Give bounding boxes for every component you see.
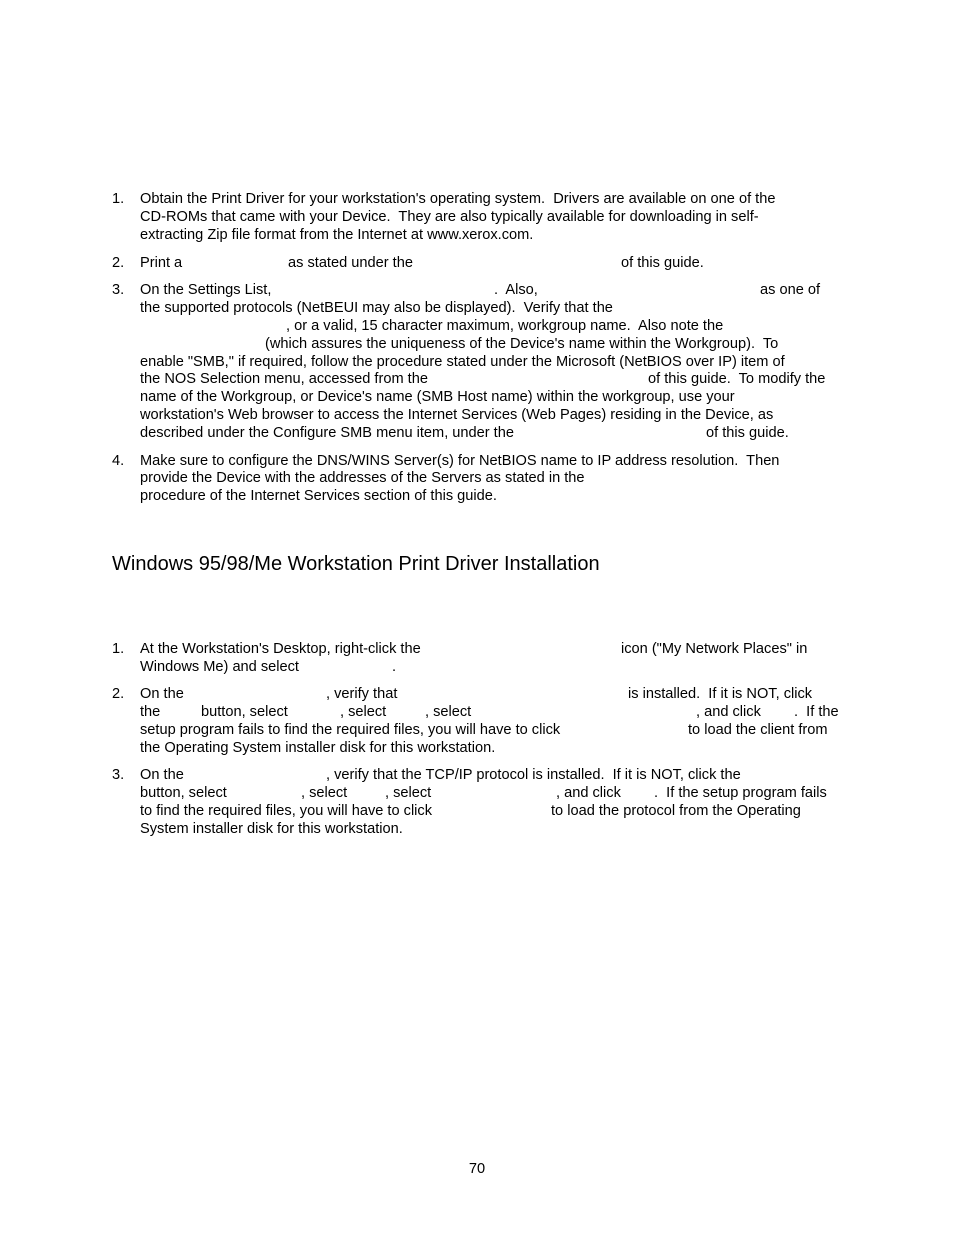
list-item-text: On the [140, 767, 184, 783]
list-item-text: the [140, 704, 161, 720]
list-item-text: , select [385, 785, 432, 801]
list-item-text: as one of [760, 282, 821, 298]
list-item-text: procedure of the Internet Services section of this guide. [140, 488, 497, 504]
list-item-text: is installed. If it is NOT, click [628, 686, 813, 702]
list-item-text: the supported protocols (NetBEUI may also be displayed). Verify that the [140, 300, 613, 316]
list-item-number: 3. [112, 767, 125, 783]
list-item-number: 2. [112, 255, 125, 271]
list-item-text: At the Workstation's Desktop, right-click the [140, 641, 421, 657]
list-item-text: setup program fails to find the required files, you will have to click [140, 722, 561, 738]
page-number: 70 [468, 1161, 486, 1177]
list-item-text: Windows Me) and select [140, 659, 299, 675]
list-item-text: workstation's Web browser to access the Internet Services (Web Pages) residing in the Device, as [140, 407, 774, 423]
list-item-text: provide the Device with the addresses of the Servers as stated in the [140, 470, 585, 486]
list-item-text: , select [425, 704, 472, 720]
list-item-text: name of the Workgroup, or Device's name (SMB Host name) within the workgroup, use your [140, 389, 735, 405]
list-item-text: the Operating System installer disk for this workstation. [140, 740, 496, 756]
list-item-text: , select [340, 704, 387, 720]
list-item-text: , select [301, 785, 348, 801]
list-item-number: 2. [112, 686, 125, 702]
list-item-text: , verify that [326, 686, 398, 702]
list-item-text: On the [140, 686, 184, 702]
list-item-text: button, select [201, 704, 288, 720]
list-item-text: button, select [140, 785, 227, 801]
list-item-text: . If the setup program fails [654, 785, 827, 801]
list-item-text: , verify that the TCP/IP protocol is installed. If it is NOT, click the [326, 767, 741, 783]
list-item-text: On the Settings List, [140, 282, 272, 298]
list-item-text: Make sure to configure the DNS/WINS Server(s) for NetBIOS name to IP address resolution. Then [140, 453, 780, 469]
list-item-text: of this guide. [706, 425, 789, 441]
list-item-text: of this guide. To modify the [648, 371, 826, 387]
list-item-text: described under the Configure SMB menu item, under the [140, 425, 514, 441]
list-item-text: . If the [794, 704, 839, 720]
list-item-text: . Also, [494, 282, 538, 298]
list-item-text: enable "SMB," if required, follow the procedure stated under the Microsoft (NetBIOS over IP) item of [140, 354, 785, 370]
list-item-text: extracting Zip file format from the Internet at www.xerox.com. [140, 227, 534, 243]
list-item-text: of this guide. [621, 255, 704, 271]
list-item-text: as stated under the [288, 255, 413, 271]
list-item-text: (which assures the uniqueness of the Device's name within the Workgroup). To [265, 336, 779, 352]
list-item-number: 3. [112, 282, 125, 298]
section-heading: Windows 95/98/Me Workstation Print Driver Installation [112, 553, 600, 575]
list-item-text: Obtain the Print Driver for your workstation's operating system. Drivers are available on one of the [140, 191, 776, 207]
list-item-text: to load the client from [688, 722, 828, 738]
list-item-text: , and click [696, 704, 761, 720]
list-item-text: to find the required files, you will have to click [140, 803, 433, 819]
list-item-number: 1. [112, 641, 125, 657]
list-item-text: . [392, 659, 397, 675]
list-item-text: , or a valid, 15 character maximum, workgroup name. Also note the [286, 318, 724, 334]
list-item-text: System installer disk for this workstation. [140, 821, 403, 837]
list-item-text: Print a [140, 255, 183, 271]
list-item-number: 4. [112, 453, 125, 469]
list-item-text: , and click [556, 785, 621, 801]
list-item-text: icon ("My Network Places" in [621, 641, 808, 657]
list-item-text: to load the protocol from the Operating [551, 803, 801, 819]
list-item-number: 1. [112, 191, 125, 207]
list-item-text: the NOS Selection menu, accessed from the [140, 371, 428, 387]
list-item-text: CD-ROMs that came with your Device. They are also typically available for downloading in self- [140, 209, 759, 225]
